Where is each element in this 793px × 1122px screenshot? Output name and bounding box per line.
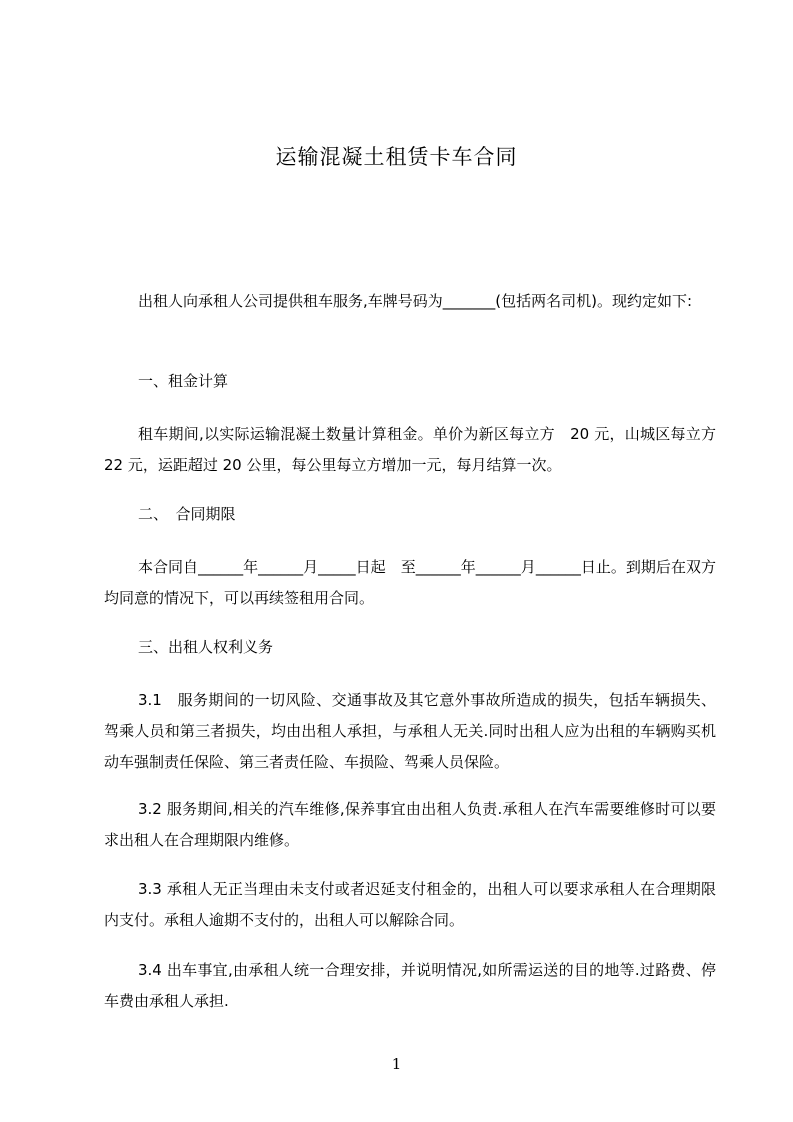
document-title: 运输混凝土租赁卡车合同 <box>275 145 518 169</box>
rent-paragraph: 租车期间,以实际运输混凝土数量计算租金。单价为新区每立方 20 元，山城区每立方 22 元，运距超过 20 公里，每公里每立方增加一元，每月结算一次。 <box>104 425 716 474</box>
section-heading-rent: 一、租金计算 <box>138 372 229 390</box>
section-heading-lessor-duties: 三、出租人权利义务 <box>138 638 274 656</box>
clause-3-3: 3.3 承租人无正当理由未支付或者迟延支付租金的，出租人可以要求承租人在合理期限内支付。承租人逾期不支付的，出租人可以解除合同。 <box>104 880 716 929</box>
clause-3-4: 3.4 出车事宜,由承租人统一合理安排，并说明情况,如所需运送的目的地等.过路费、停车费由承租人承担. <box>104 961 716 1010</box>
intro-paragraph: 出租人向承租人公司提供租车服务,车牌号码为_______(包括两名司机)。现约定如下: <box>138 292 693 310</box>
clause-3-1: 3.1 服务期间的一切风险、交通事故及其它意外事故所造成的损失，包括车辆损失、驾乘人员和第三者损失，均由出租人承担，与承租人无关.同时出租人应为出租的车辆购买机动车强制责任保险、第三者责任险、车损险、驾乘人员保险。 <box>104 691 716 771</box>
section-heading-term: 二、 合同期限 <box>138 505 236 523</box>
term-paragraph: 本合同自______年______月_____日起 至______年______月______日止。到期后在双方均同意的情况下，可以再续签租用合同。 <box>104 558 716 607</box>
page-number: 1 <box>391 1055 402 1073</box>
clause-3-2: 3.2 服务期间,相关的汽车维修,保养事宜由出租人负责.承租人在汽车需要维修时可以要求出租人在合理期限内维修。 <box>104 800 716 849</box>
